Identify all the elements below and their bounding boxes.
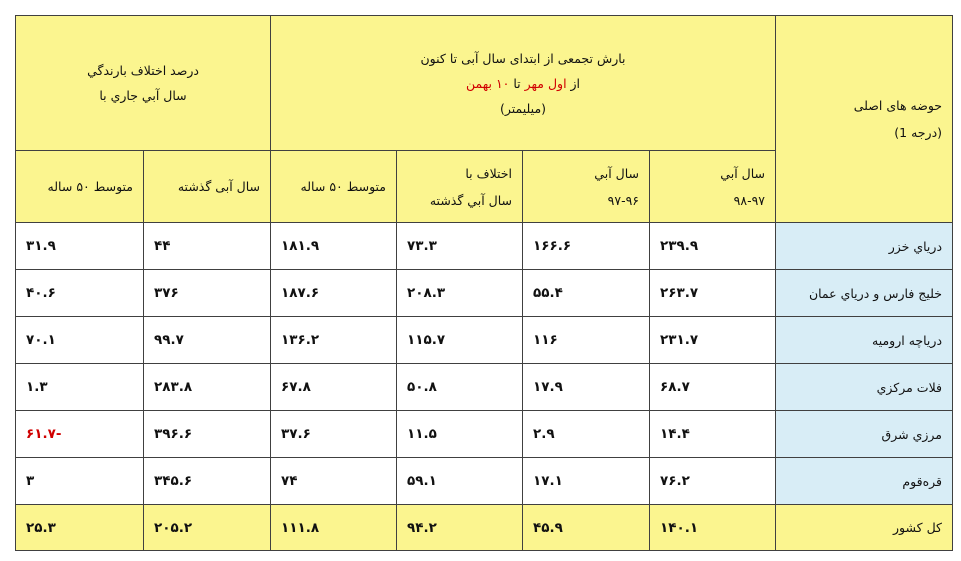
col-header-pct-prev: سال آبی گذشته [144, 151, 271, 223]
cumulative-period [281, 71, 765, 96]
diff-value: ۵۰.۸ [397, 364, 523, 411]
region-name: مرزي شرق [776, 411, 953, 458]
diff-value: ۷۳.۳ [397, 223, 523, 270]
percent-header-line2: سال آبي جاري با [99, 88, 187, 103]
total-diff: ۹۴.۲ [397, 505, 523, 551]
table-row [16, 317, 953, 364]
avg50-value: ۱۸۷.۶ [271, 270, 397, 317]
col-header-diff [397, 151, 523, 223]
diff-label-2: سال آبي گذشته [429, 192, 513, 208]
region-name: درياي خزر [776, 223, 953, 270]
prev-year-range: ۹۷-۹۶ [607, 192, 640, 208]
pct-avg50-value-negative: -۶۱.۷ [16, 411, 144, 458]
period-mid: تا [509, 75, 525, 91]
current-year-value: ۷۶.۲ [650, 458, 776, 505]
current-year-value: ۶۸.۷ [650, 364, 776, 411]
current-year-value: ۲۳۹.۹ [650, 223, 776, 270]
pct-prev-value: ۴۴ [144, 223, 271, 270]
region-name: خليج فارس و درياي عمان [776, 270, 953, 317]
diff-value: ۱۱۵.۷ [397, 317, 523, 364]
pct-avg50-value: ۳۱.۹ [16, 223, 144, 270]
prev-year-value: ۱۷.۱ [523, 458, 650, 505]
pct-prev-value: ۳۷۶ [144, 270, 271, 317]
period-to: ۱۰ بهمن [465, 75, 510, 91]
avg50-value: ۷۴ [271, 458, 397, 505]
prev-year-value: ۱۱۶ [523, 317, 650, 364]
region-header-title: حوضه های اصلی [853, 98, 943, 113]
region-name: فلات مركزي [776, 364, 953, 411]
table-row [16, 364, 953, 411]
percent-difference-header [16, 16, 271, 151]
region-name: درياچه اروميه [776, 317, 953, 364]
pct-avg50-value: ۴۰.۶ [16, 270, 144, 317]
diff-value: ۲۰۸.۳ [397, 270, 523, 317]
total-pct-avg50: ۲۵.۳ [16, 505, 144, 551]
current-year-value: ۲۳۱.۷ [650, 317, 776, 364]
current-year-label: سال آبي [720, 165, 766, 181]
avg50-value: ۱۸۱.۹ [271, 223, 397, 270]
prev-year-value: ۱۷.۹ [523, 364, 650, 411]
diff-label-1: اختلاف با [465, 165, 513, 181]
table-row [16, 458, 953, 505]
rainfall-table [15, 15, 953, 551]
total-row [16, 505, 953, 551]
cumulative-title: بارش تجمعی از ابتدای سال آبی تا کنون [420, 50, 626, 66]
pct-avg50-value: ۷۰.۱ [16, 317, 144, 364]
col-header-prev-year [523, 151, 650, 223]
current-year-range: ۹۸-۹۷ [733, 192, 766, 208]
col-header-current-year [650, 151, 776, 223]
pct-prev-value: ۹۹.۷ [144, 317, 271, 364]
cumulative-rainfall-header [271, 16, 776, 151]
table-row [16, 270, 953, 317]
prev-year-value: ۱۶۶.۶ [523, 223, 650, 270]
pct-prev-value: ۳۴۵.۶ [144, 458, 271, 505]
total-current-year: ۱۴۰.۱ [650, 505, 776, 551]
total-avg50: ۱۱۱.۸ [271, 505, 397, 551]
prev-year-label: سال آبي [594, 165, 640, 181]
total-prev-year: ۴۵.۹ [523, 505, 650, 551]
region-header [776, 16, 953, 223]
region-name: قره‌قوم [776, 458, 953, 505]
pct-avg50-value: ۱.۳ [16, 364, 144, 411]
avg50-value: ۶۷.۸ [271, 364, 397, 411]
total-pct-prev: ۲۰۵.۲ [144, 505, 271, 551]
pct-prev-value: ۳۹۶.۶ [144, 411, 271, 458]
col-header-pct-avg50: متوسط ۵۰ ساله [16, 151, 144, 223]
period-from: اول مهر [524, 75, 567, 91]
diff-value: ۱۱.۵ [397, 411, 523, 458]
percent-header-line1: درصد اختلاف بارندگي [87, 63, 199, 78]
period-prefix: از [566, 75, 581, 91]
current-year-value: ۲۶۳.۷ [650, 270, 776, 317]
current-year-value: ۱۴.۴ [650, 411, 776, 458]
diff-value: ۵۹.۱ [397, 458, 523, 505]
region-header-level: (درجه 1) [894, 125, 943, 140]
total-label: كل كشور [776, 505, 953, 551]
pct-prev-value: ۲۸۳.۸ [144, 364, 271, 411]
avg50-value: ۳۷.۶ [271, 411, 397, 458]
table-row [16, 223, 953, 270]
header-row-1 [16, 16, 953, 151]
avg50-value: ۱۳۶.۲ [271, 317, 397, 364]
pct-avg50-value: ۳ [16, 458, 144, 505]
prev-year-value: ۵۵.۴ [523, 270, 650, 317]
col-header-avg50: متوسط ۵۰ ساله [271, 151, 397, 223]
cumulative-unit: (میلیمتر) [500, 100, 547, 116]
prev-year-value: ۲.۹ [523, 411, 650, 458]
table-row [16, 411, 953, 458]
